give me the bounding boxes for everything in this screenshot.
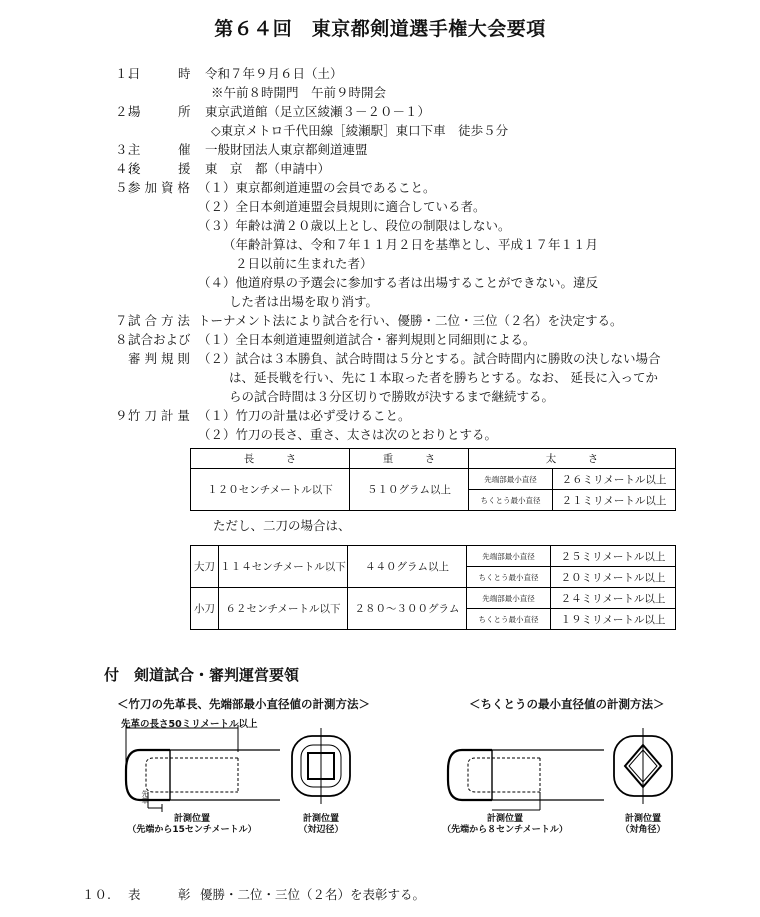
item-7-label: 試 合 方 法 [128, 313, 190, 328]
table-cell-value: １９ミリメートル以上 [551, 609, 676, 630]
table-cell-kind: 先端部最小直径 [469, 469, 553, 490]
item-8-line-4: らの試合時間は３分区切りで勝敗が決するまで継続する。 [229, 389, 555, 404]
item-4-label: 後 援 [128, 161, 191, 176]
item-9-label: 竹 刀 計 量 [128, 408, 190, 423]
table-cell-kind: 先端部最小直径 [467, 588, 551, 609]
table-cell-name: 小刀 [191, 588, 219, 630]
caption-line: 計測位置 [302, 814, 339, 824]
table-cell-value: ２５ミリメートル以上 [551, 546, 676, 567]
item-9-number: ９. [115, 408, 132, 423]
item-8-line-2: （２）試合は３本勝負、試合時間は５分とする。試合時間内に勝敗の決しない場合 [198, 351, 661, 366]
item-4-number: ４. [115, 161, 132, 176]
item-3-number: ３. [115, 142, 132, 157]
item-1-label: 日 時 [128, 66, 191, 81]
table-cell-length: ６２センチメートル以下 [219, 588, 348, 630]
item-5-number: ５. [115, 180, 132, 195]
appendix-heading: 付 剣道試合・審判運営要領 [104, 666, 300, 684]
table-cell-name: 大刀 [191, 546, 219, 588]
item-8-label-2: 審 判 規 則 [128, 351, 190, 366]
item-10-text: 優勝・二位・三位（２名）を表彰する。 [200, 887, 426, 902]
tip-measurement-diagram [110, 722, 280, 812]
nito-note: ただし、二刀の場合は、 [213, 518, 351, 533]
item-8-line-3: は、延長戦を行い、先に１本取った者を勝ちとする。なお、 延長に入ってか [229, 370, 658, 385]
table-cell-value: ２４ミリメートル以上 [551, 588, 676, 609]
table-cell-weight: ４４０グラム以上 [348, 546, 467, 588]
right-diagram-title: ＜ちくとうの最小直径値の計測方法＞ [469, 697, 665, 711]
item-8-line-1: （１）全日本剣道連盟剣道試合・審判規則と同細則による。 [198, 332, 536, 347]
chikuto-measurement-diagram [432, 722, 604, 812]
table-cell-kind: 先端部最小直径 [467, 546, 551, 567]
caption-line: （先端から８センチメートル） [442, 825, 568, 836]
table-cell-value: ２６ミリメートル以上 [553, 469, 676, 490]
caption-line: （先端から15センチメートル） [127, 825, 257, 836]
shinai-spec-table [190, 448, 676, 511]
item-5-line-6: （４）他道府県の予選会に参加する者は出場することができない。違反 [198, 275, 599, 290]
item-5-line-1: （１）東京都剣道連盟の会員であること。 [198, 180, 436, 195]
item-7-line-1: トーナメント法により試合を行い、優勝・二位・三位（２名）を決定する。 [198, 313, 623, 328]
item-2-line-1: 東京武道館（足立区綾瀬３－２０－１） [205, 104, 431, 119]
caption-line: 計測位置 [486, 814, 523, 824]
item-2-number: ２. [115, 104, 132, 119]
item-5-line-2: （２）全日本剣道連盟会員規則に適合している者。 [198, 199, 486, 214]
item-9-line-1: （１）竹刀の計量は必ず受けること。 [198, 408, 411, 423]
item-8-number: ８. [115, 332, 132, 347]
item-1-line-1: 令和７年９月６日（土） [205, 66, 343, 81]
table-cell-weight: ２８０～３００グラム [348, 588, 467, 630]
left-diagram-title: ＜竹刀の先革長、先端部最小直径値の計測方法＞ [117, 697, 370, 711]
left-measure-caption [122, 814, 262, 837]
item-9-line-2: （２）竹刀の長さ、重さ、太さは次のとおりとする。 [198, 427, 498, 442]
item-10-number: １０. [82, 887, 111, 902]
table-cell-weight: ５１０グラム以上 [350, 469, 469, 511]
table-cell-value: ２０ミリメートル以上 [551, 567, 676, 588]
item-5-line-3: （３）年齢は満２０歳以上とし、段位の制限はしない。 [198, 218, 511, 233]
flat-section-diagram [288, 728, 354, 806]
page-title: 第６４回 東京都剣道選手権大会要項 [214, 18, 546, 40]
table-cell-kind: ちくとう最小直径 [467, 609, 551, 630]
sakigawa-length-label: 先革の長さ50ミリメートル以上 [121, 719, 258, 730]
sakigawa-side-mark: 先革 [141, 790, 149, 804]
item-3-line-1: 一般財団法人東京都剣道連盟 [205, 142, 368, 157]
item-8-label: 試合および [128, 332, 191, 347]
item-10-label: 表 彰 [128, 887, 191, 902]
table-cell-kind: ちくとう最小直径 [467, 567, 551, 588]
item-2-line-2: ◇東京メトロ千代田線［綾瀬駅］東口下車 徒歩５分 [211, 123, 509, 138]
item-5-line-7: した者は出場を取り消す。 [229, 294, 379, 309]
right-measure-caption [430, 814, 580, 837]
table-cell-kind: ちくとう最小直径 [469, 490, 553, 511]
caption-line: （対辺径） [298, 825, 344, 836]
table-cell-length: １１４センチメートル以下 [219, 546, 348, 588]
item-1-line-2: ※午前８時開門 午前９時開会 [211, 85, 387, 100]
caption-line: 計測位置 [173, 814, 210, 824]
table-header-thickness: 太 さ [469, 449, 676, 469]
item-5-label: 参 加 資 格 [128, 180, 190, 195]
table-cell-value: ２１ミリメートル以上 [553, 490, 676, 511]
caption-line: 計測位置 [624, 814, 661, 824]
caption-line: （対角径） [620, 825, 666, 836]
item-5-line-4: （年齢計算は、令和７年１１月２日を基準とし、平成１７年１１月 [223, 237, 599, 252]
table-header-weight: 重 さ [350, 449, 469, 469]
item-7-number: ７. [115, 313, 132, 328]
right-section-caption [610, 814, 676, 837]
left-section-caption [288, 814, 354, 837]
item-5-line-5: ２日以前に生まれた者） [235, 256, 373, 271]
item-2-label: 場 所 [128, 104, 191, 119]
item-1-number: １. [115, 66, 132, 81]
nito-spec-table [190, 545, 676, 630]
table-header-length: 長 さ [191, 449, 350, 469]
diagonal-section-diagram [610, 728, 676, 806]
table-cell-length: １２０センチメートル以下 [191, 469, 350, 511]
item-4-line-1: 東 京 都（申請中） [205, 161, 331, 176]
item-3-label: 主 催 [128, 142, 191, 157]
